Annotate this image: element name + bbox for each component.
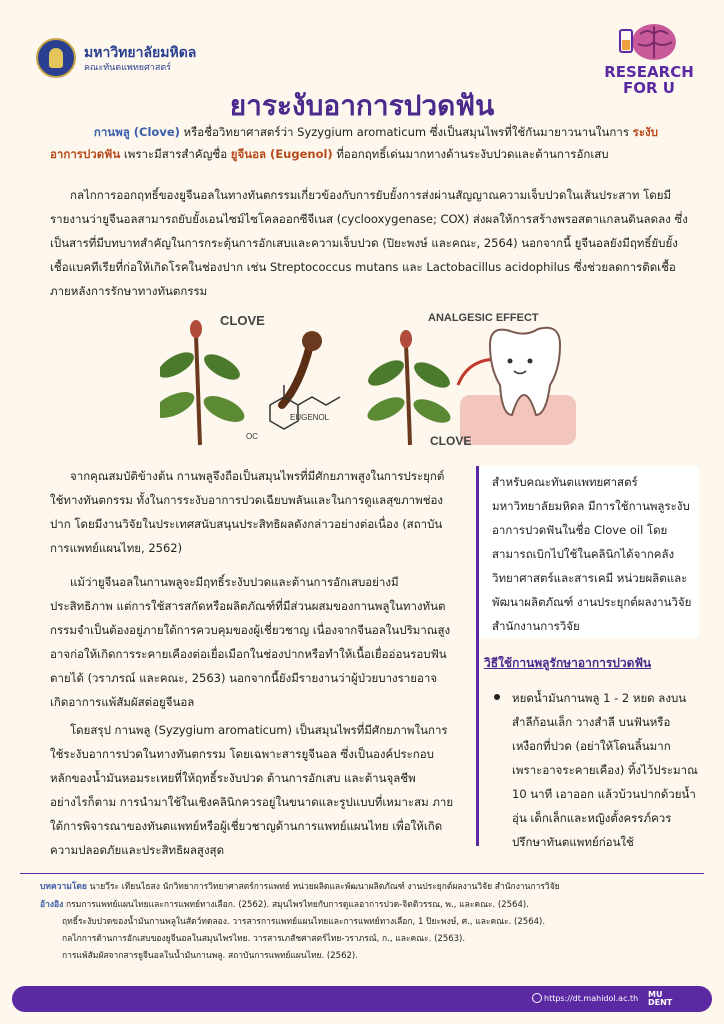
clove-label: CLOVE	[220, 313, 265, 328]
mudent-logo	[648, 991, 672, 1007]
author-text: นายวีระ เทียนไธสง นักวิทยาการวิทยาศาสตร์การแพทย์ หน่วยผลิตและพัฒนาผลิตภัณฑ์ งานประยุกต์ผลงานวิจัย สำนักงานการวิจัย	[86, 882, 560, 892]
reference-line-4: การแพ้สัมผัสจากสารยูจีนอลในน้ำมันกานพลู. สถาบันการแพทย์แผนไทย. (2562).	[62, 951, 358, 961]
badge-line1: RESEARCH	[604, 63, 694, 81]
clove-label-2: CLOVE	[430, 434, 472, 448]
left-paragraph-1: จากคุณสมบัติข้างต้น กานพลูจึงถือเป็นสมุนไพรที่มีศักยภาพสูงในการประยุกต์ใช้ทางทันตกรรม ทั้งในการระงับอาการปวดเฉียบพลันและในการดูแลสุขภาพช่องปาก โดยมีงานวิจัยในประเทศสนับสนุนประสิทธิผลดังกล่าวอย่างต่อเนื่อง (สถาบันการแพทย์แผนไทย, 2562)	[50, 469, 445, 555]
clove-plant-left	[160, 320, 248, 445]
clove-plant-right	[364, 330, 454, 445]
intro-term-eugenol: ยูจีนอล (Eugenol)	[230, 147, 333, 161]
brain-icon	[614, 20, 684, 64]
page-title: ยาระงับอาการปวดฟัน	[229, 89, 495, 122]
oc-label: OC	[246, 432, 258, 441]
reference-line-3: กลไกการต้านการอักเสบของยูจีนอลในสมุนไพรไทย. วารสารเภสัชศาสตร์ไทย-วราภรณ์, ก., และคณะ. (2563).	[62, 934, 466, 944]
intro-paragraph	[50, 121, 690, 165]
intro-text: ที่ออกฤทธิ์เด่นมากทางด้านระงับปวดและต้านการอักเสบ	[332, 147, 609, 161]
brand-line1: MU	[648, 990, 663, 999]
brand-line2: DENT	[648, 998, 673, 1007]
tooth-icon	[460, 328, 576, 445]
faculty-name: คณะทันตแพทยศาสตร์	[84, 63, 172, 73]
howto-item: หยดน้ำมันกานพลู 1 - 2 หยด ลงบนสำลีก้อนเล็ก วางสำลี บนฟันหรือเหงือกที่ปวด (อย่าให้โดนลิ้นมาก เพราะอาจระคายเคือง) ทิ้งไว้ประมาณ 10 นาที เอาออก แล้วบ้วนปากด้วยน้ำอุ่น เด็กเล็กและหญิงตั้งครรภ์ควรปรึกษาทันตแพทย์ก่อนใช้	[512, 691, 698, 849]
left-paragraph-2: แม้ว่ายูจีนอลในกานพลูจะมีฤทธิ์ระงับปวดและต้านการอักเสบอย่างมีประสิทธิภาพ แต่การใช้สารสกัดหรือผลิตภัณฑ์ที่มีส่วนผสมของกานพลูในทางทันตกรรมจำเป็นต้องอยู่ภายใต้การควบคุมของผู้เชี่ยวชาญ เนื่องจากจีนอลในปริมาณสูงอาจก่อให้เกิดการระคายเคืองต่อเยื่อเมือกในช่องปากหรือทำให้เนื้อเยื่ออ่อนรอบฟันตายได้ (วราภรณ์ และคณะ, 2563) นอกจากนี้ยังมีรายงานว่าผู้ป่วยบางรายอาจเกิดอาการแพ้สัมผัสต่อยูจีนอล	[50, 575, 451, 709]
mahidol-logo	[36, 38, 76, 78]
intro-term-pain: ระงับอาการปวดฟัน	[50, 125, 658, 161]
analgesic-effect-label: ANALGESIC EFFECT	[428, 312, 539, 324]
website-link[interactable]: https://dt.mahidol.ac.th	[544, 994, 639, 1003]
bullet-icon	[494, 694, 500, 700]
reference-text-1: กรมการแพทย์แผนไทยและการแพทย์ทางเลือก. (2562). สมุนไพรไทยกับการดูแลอาการปวด-จิตติวรรณ, พ., และคณะ. (2564).	[63, 900, 529, 910]
intro-text: เพราะมีสารสำคัญชื่อ	[120, 147, 231, 161]
reference-line-1	[40, 898, 680, 913]
divider	[20, 873, 704, 874]
author-label: บทความโดย	[40, 882, 87, 892]
reference-label: อ้างอิง	[40, 900, 64, 910]
globe-icon	[532, 993, 542, 1003]
reference-line-2: ฤทธิ์ระงับปวดของน้ำมันกานพลูในสัตว์ทดลอง. วารสารการแพทย์แผนไทยและการแพทย์ทางเลือก, 1 ปิยะพงษ์, ศ., และคณะ. (2564).	[62, 917, 546, 927]
intro-text: หรือชื่อวิทยาศาสตร์ว่า Syzygium aromaticum ซึ่งเป็นสมุนไพรที่ใช้กันมายาวนานในการ	[179, 125, 633, 139]
dried-clove-icon	[282, 331, 322, 405]
left-paragraph-3: โดยสรุป กานพลู (Syzygium aromaticum) เป็นสมุนไพรที่มีศักยภาพในการใช้ระงับอาการปวดในทางทันตกรรม โดยเฉพาะสารยูจีนอล ซึ่งเป็นองค์ประกอบหลักของน้ำมันหอมระเหยที่ให้ฤทธิ์ระงับปวด ต้านการอักเสบ และต้านจุลชีพ อย่างไรก็ตาม การนำมาใช้ในเชิงคลินิกควรอยู่ในขนาดและรูปแบบที่เหมาะสม ภายใต้การพิจารณาของทันตแพทย์หรือผู้เชี่ยวชาญด้านการแพทย์แผนไทย เพื่อให้เกิดความปลอดภัยและประสิทธิผลสูงสุด	[50, 723, 454, 857]
university-name: มหาวิทยาลัยมหิดล	[84, 45, 197, 61]
author-line	[40, 880, 680, 895]
eugenol-label: EUGENOL	[290, 413, 330, 422]
clove-illustration	[160, 305, 580, 450]
howto-title: วิธีใช้กานพลูรักษาอาการปวดฟัน	[484, 656, 652, 670]
intro-term-clove: กานพลู (Clove)	[93, 125, 180, 139]
mechanism-paragraph: กลไกการออกฤทธิ์ของยูจีนอลในทางทันตกรรมเกี่ยวข้องกับการยับยั้งการส่งผ่านสัญญาณความเจ็บปวดในเส้นประสาท โดยมีรายงานว่ายูจีนอลสามารถยับยั้งเอนไซม์ไซโคลออกซีจีเนส (cyclooxygenase; COX) ส่งผลให้การสร้างพรอสตาแกลนดินลดลง ซึ่งเป็นสารที่มีบทบาทสำคัญในการกระตุ้นการอักเสบและความเจ็บปวด (ปิยะพงษ์ และคณะ, 2564) นอกจากนี้ ยูจีนอลยังมีฤทธิ์ยับยั้งเชื้อแบคทีเรียที่ก่อให้เกิดโรคในช่องปาก เช่น Streptococcus mutans และ Lactobacillus acidophilus ซึ่งช่วยลดการติดเชื้อภายหลังการรักษาทางทันตกรรม	[50, 188, 688, 298]
badge-line2: FOR U	[623, 79, 675, 97]
sidebar-note: สำหรับคณะทันตแพทยศาสตร์ มหาวิทยาลัยมหิดล มีการใช้กานพลูระงับอาการปวดฟันในชื่อ Clove oil โดยสามารถเบิกไปใช้ในคลินิกได้จากคลังวิทยาศาสตร์และสารเคมี หน่วยผลิตและพัฒนาผลิตภัณฑ์ งานประยุกต์ผลงานวิจัย สำนักงานการวิจัย	[492, 475, 692, 633]
